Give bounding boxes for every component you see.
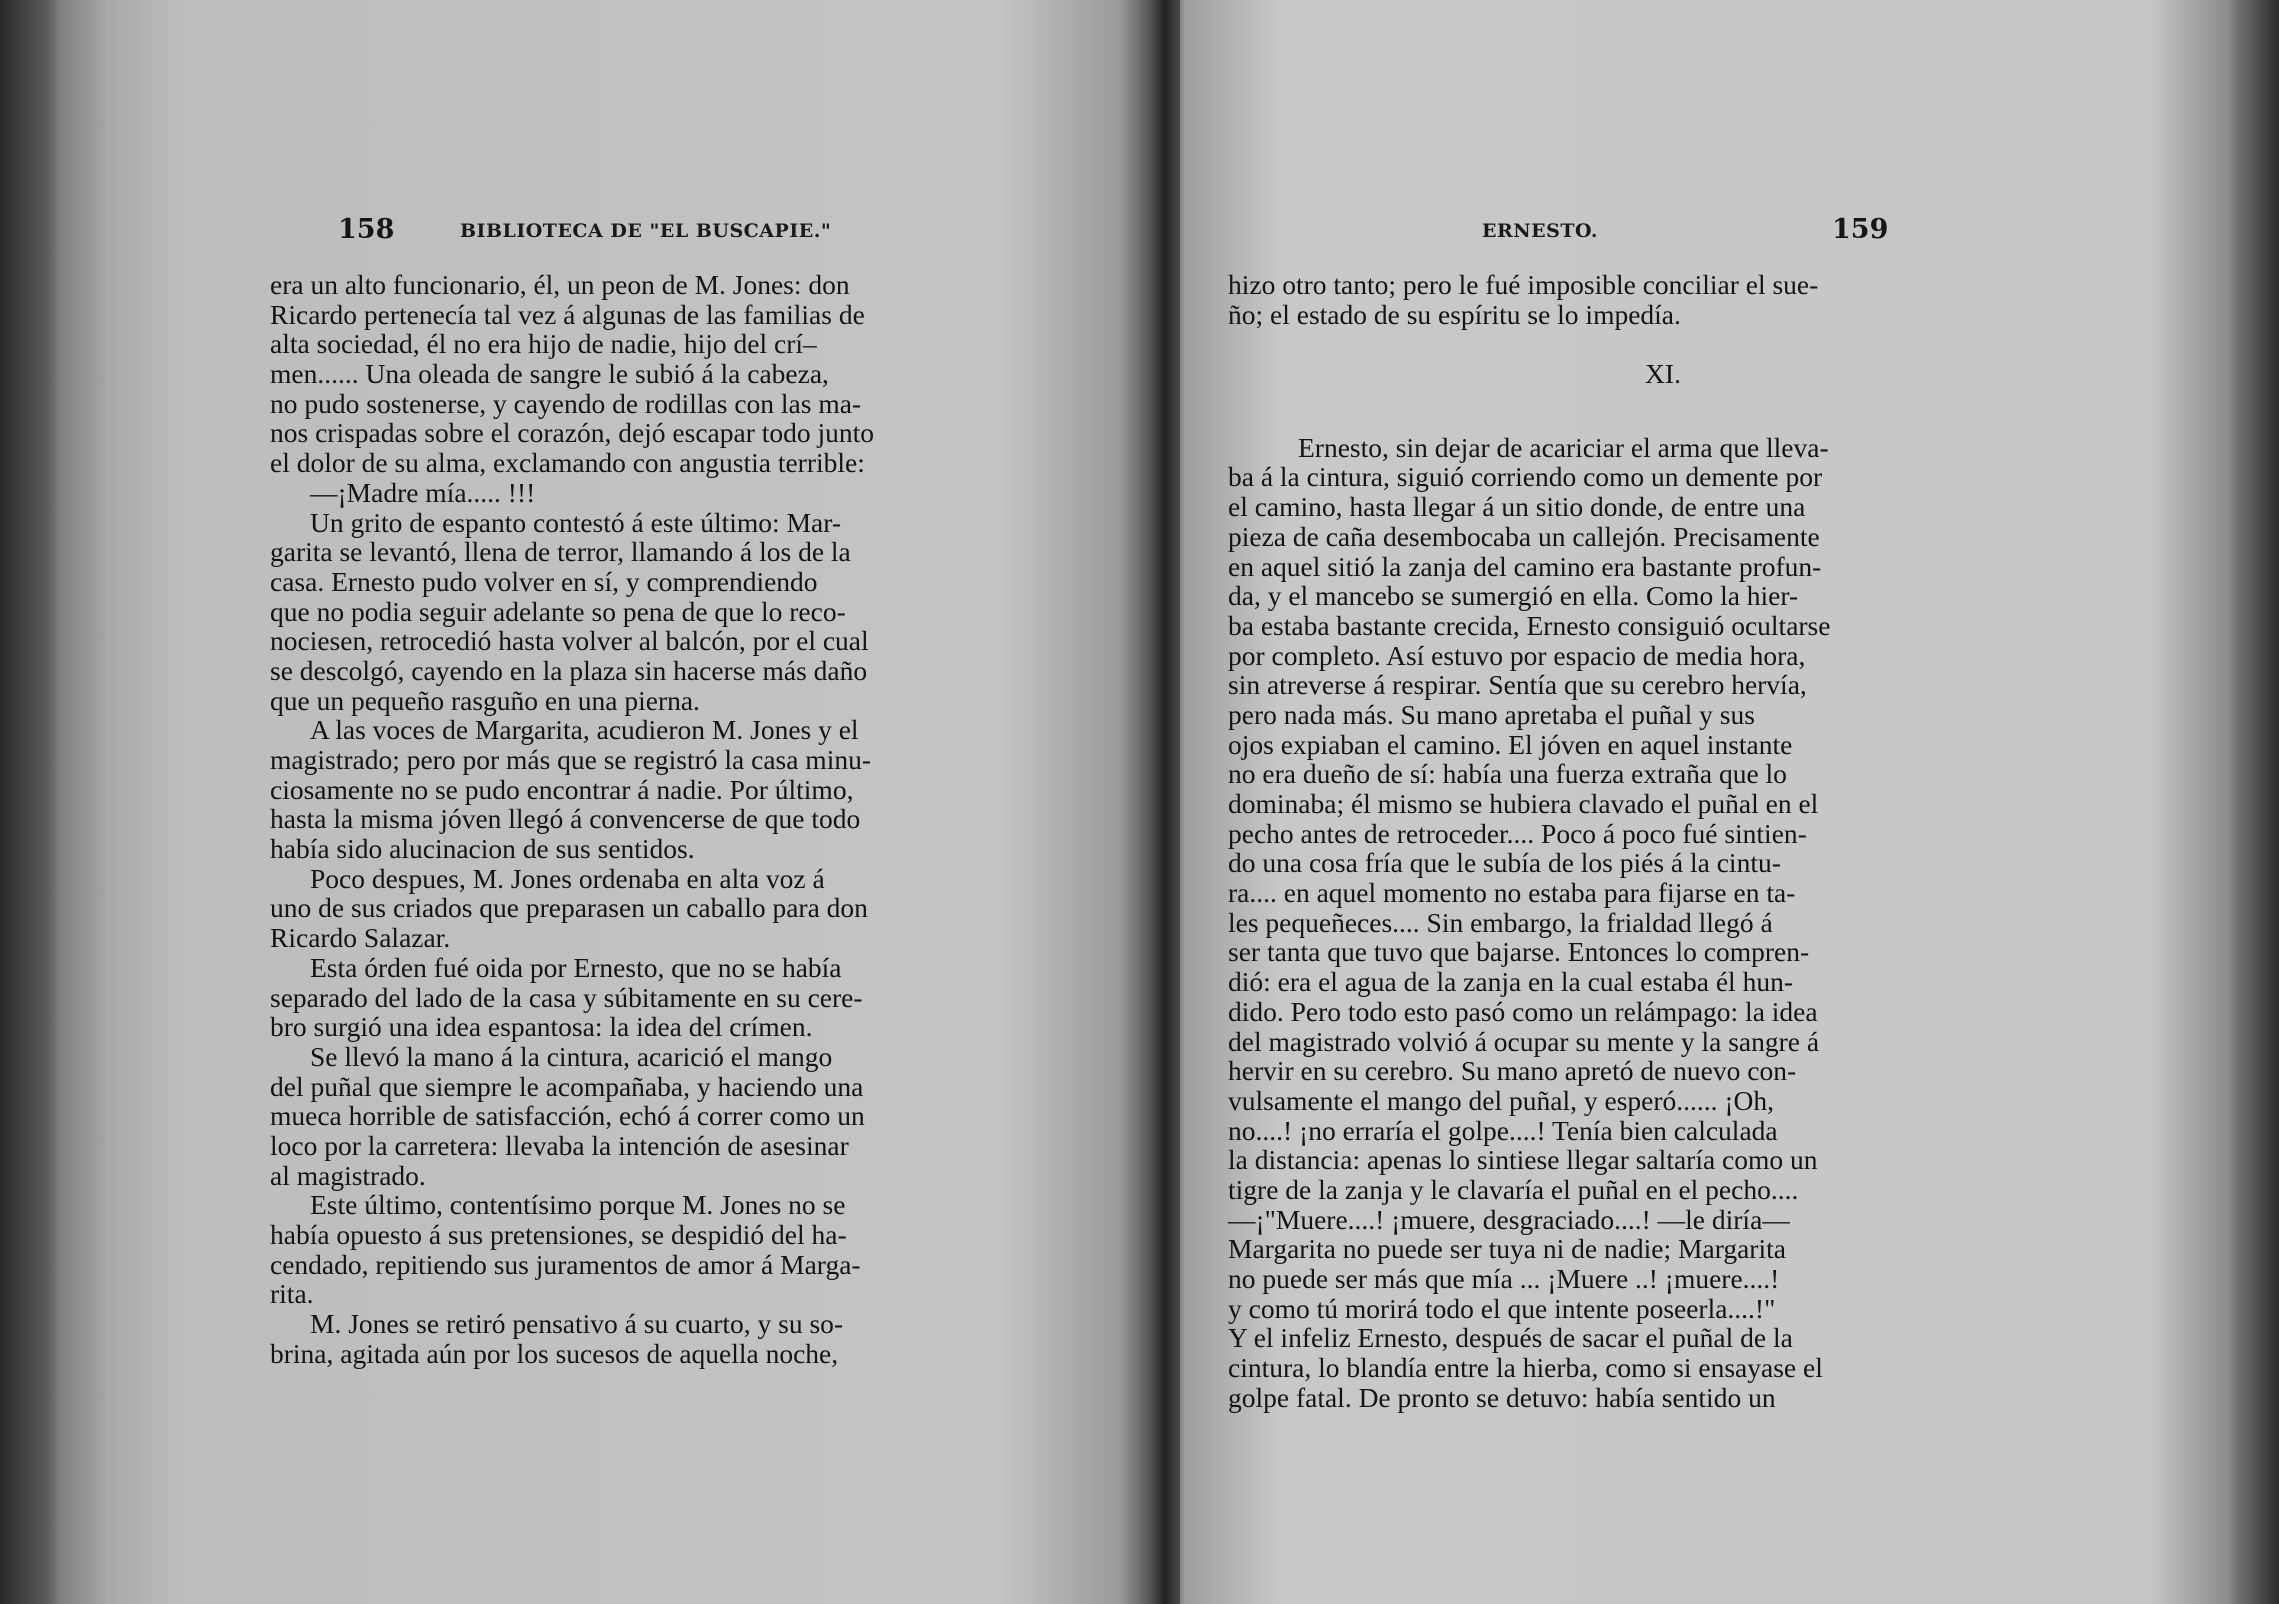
text-line: cinturа, lo blandía entre la hierba, como si ensayase el <box>1228 1352 1823 1384</box>
text-line: vulsamente el mango del puñal, y esperó...... ¡Oh, <box>1228 1084 1775 1116</box>
text-line: —¡Madre mía..... !!! <box>310 476 536 508</box>
text-line: hizo otro tanto; pero le fué imposible conciliar el sue- <box>1228 269 1819 300</box>
text-line: pieza de caña desembocaba un callejón. Precisamente <box>1228 520 1820 552</box>
text-line: pero nada más. Su mano apretaba el puñal y sus <box>1228 698 1755 730</box>
text-line: nociesen, retrocedió hasta volver al balcón, por el cual <box>270 625 869 657</box>
page-number-left: 158 <box>338 214 395 245</box>
running-head-right: ERNESTO. <box>1482 220 1599 242</box>
text-line: separado del lado de la casa y súbitamente en su cere- <box>270 981 863 1013</box>
text-line: les pequeñeces.... Sin embargo, la frialdad llegó á <box>1228 906 1773 938</box>
text-line: en aquel sitió la zanja del camino era bastante profun- <box>1228 550 1822 582</box>
text-line: había sido alucinacion de sus sentidos. <box>270 833 695 865</box>
text-line: alta sociedad, él no era hijo de nadie, hijo del crí– <box>270 328 817 360</box>
text-line: da, y el mancebo se sumergió en ella. Como la hier- <box>1228 580 1799 612</box>
right-page <box>1180 0 2230 1604</box>
text-line: había opuesto á sus pretensiones, se despidió del ha- <box>270 1219 847 1250</box>
text-line: Ernesto, sin dejar de acariciar el arma que lleva- <box>1298 431 1829 463</box>
text-line: era un alto funcionario, él, un peon de M. Jones: don <box>270 269 850 300</box>
text-line: Se llevó la mano á la cintura, acarició el mango <box>310 1040 833 1072</box>
text-line: no....! ¡no erraría el golpe....! Tenía bien calculada <box>1228 1114 1778 1146</box>
text-line: men...... Una oleada de sangre le subió á la cabeza, <box>270 358 829 390</box>
text-line: al magistrado. <box>270 1159 426 1191</box>
text-line: magistrado; pero por más que se registró la casa minu- <box>270 744 871 775</box>
spacer <box>1228 389 2098 433</box>
text-line: casa. Ernesto pudo volver en sí, y comprendiendo <box>270 565 818 597</box>
text-line: ño; el estado de su espíritu se lo impedía. <box>1228 298 1681 330</box>
text-line: ojos expiaban el camino. El jóven en aquel instante <box>1228 728 1793 760</box>
page-edge-right <box>2229 0 2279 1604</box>
text-line: brina, agitada aún por los sucesos de aquella noche, <box>270 1337 839 1369</box>
text-line: pecho antes de retroceder.... Poco á poco fué sintien- <box>1228 817 1807 849</box>
text-line: ba á la cintura, siguió corriendo como un demente por <box>1228 461 1823 493</box>
text-line: del magistrado volvió á ocupar su mente y la sangre á <box>1228 1025 1820 1057</box>
text-line: hervir en su cerebro. Su mano apretó de nuevo con- <box>1228 1055 1797 1087</box>
text-line: Ricardo pertenecía tal vez á algunas de las familias de <box>270 298 865 330</box>
running-head-left: BIBLIOTECA DE "EL BUSCAPIE." <box>460 220 832 242</box>
text-line: sin atreverse á respirar. Sentía que su cerebro hervía, <box>1228 669 1807 701</box>
text-line: dió: era el agua de la zanja en la cual estaba él hun- <box>1228 966 1793 998</box>
text-line: loco por la carretera: llevaba la intención de asesinar <box>270 1129 849 1161</box>
text-line: dido. Pero todo esto pasó como un relámpago: la idea <box>1228 995 1818 1027</box>
text-line: Este último, contentísimo porque M. Jones no se <box>310 1189 846 1221</box>
text-line: M. Jones se retiró pensativo á su cuarto, y su so- <box>310 1308 844 1340</box>
text-line: nos crispadas sobre el corazón, dejó escapar todo junto <box>270 417 875 449</box>
text-line: se descolgó, cayendo en la plaza sin hacerse más daño <box>270 654 868 686</box>
spacer <box>1228 329 2098 359</box>
text-line: Y el infeliz Ernesto, después de sacar el puñal de la <box>1228 1322 1793 1354</box>
text-line: ser tanta que tuvo que bajarse. Entonces lo compren- <box>1228 936 1810 968</box>
text-line: la distancia: apenas lo sintiese llegar saltaría como un <box>1228 1144 1818 1176</box>
text-line: golpe fatal. De pronto se detuvo: había sentido un <box>1228 1381 1776 1413</box>
text-line: que no podia seguir adelante so pena de que lo reco- <box>270 595 846 627</box>
text-line: que un pequeño rasguño en una pierna. <box>270 684 700 716</box>
text-line: hasta la misma jóven llegó á convencerse de que todo <box>270 803 861 835</box>
text-line: ra.... en aquel momento no estaba para fijarse en ta- <box>1228 877 1796 909</box>
text-line: cendado, repitiendo sus juramentos de amor á Marga- <box>270 1248 861 1280</box>
page-edge-left <box>0 0 60 1604</box>
text-line: no puede ser más que mía ... ¡Muere ..! ¡muere....! <box>1228 1263 1780 1294</box>
text-line: mueca horrible de satisfacción, echó á correr como un <box>270 1100 865 1132</box>
book-gutter <box>1150 0 1180 1604</box>
page-number-right: 159 <box>1832 214 1889 245</box>
text-line: no pudo sostenerse, y cayendo de rodillas con las ma- <box>270 387 862 419</box>
text-line: Ricardo Salazar. <box>270 922 451 954</box>
text-line: do una cosa fría que le subía de los piés á la cintu- <box>1228 847 1781 879</box>
text-line: A las voces de Margarita, acudieron M. Jones y el <box>310 714 859 746</box>
chapter-heading: XI. <box>1645 358 1681 390</box>
left-page-text <box>270 270 1130 1368</box>
text-line: ciosamente no se pudo encontrar á nadie. Por último, <box>270 773 854 805</box>
text-line: Margarita no puede ser tuya ni de nadie; Margarita <box>1228 1233 1786 1265</box>
text-line: Un grito de espanto contestó á este último: Mar- <box>310 506 841 538</box>
text-line: tigre de la zanja y le clavaría el puñal en el pecho.... <box>1228 1173 1799 1205</box>
text-line: por completo. Así estuvo por espacio de media hora, <box>1228 639 1806 671</box>
text-line: Esta órden fué oida por Ernesto, que no se había <box>310 951 842 983</box>
text-line: rita. <box>270 1278 314 1310</box>
text-line: Poco despues, M. Jones ordenaba en alta voz á <box>310 862 825 894</box>
text-line: dominaba; él mismo se hubiera clavado el puñal en el <box>1228 788 1819 819</box>
text-line: —¡"Muere....! ¡muere, desgraciado....! —le diría— <box>1228 1203 1790 1235</box>
text-line: ba estaba bastante crecida, Ernesto consiguió ocultarse <box>1228 609 1831 641</box>
text-line: del puñal que siempre le acompañaba, y haciendo una <box>270 1070 864 1102</box>
text-line: y como tú morirá todo el que intente poseerla....!" <box>1228 1292 1776 1324</box>
text-line: bro surgió una idea espantosa: la idea del crímen. <box>270 1011 813 1043</box>
text-line: no era dueño de sí: había una fuerza extraña que lo <box>1228 758 1787 790</box>
text-line: el camino, hasta llegar á un sitio donde, de entre una <box>1228 491 1806 523</box>
text-line: el dolor de su alma, exclamando con angustia terrible: <box>270 447 865 479</box>
text-line: garita se levantó, llena de terror, llamando á los de la <box>270 536 851 568</box>
text-line: uno de sus criados que preparasen un caballo para don <box>270 892 868 924</box>
left-page <box>120 0 1150 1604</box>
right-page-text <box>1228 270 2098 1412</box>
